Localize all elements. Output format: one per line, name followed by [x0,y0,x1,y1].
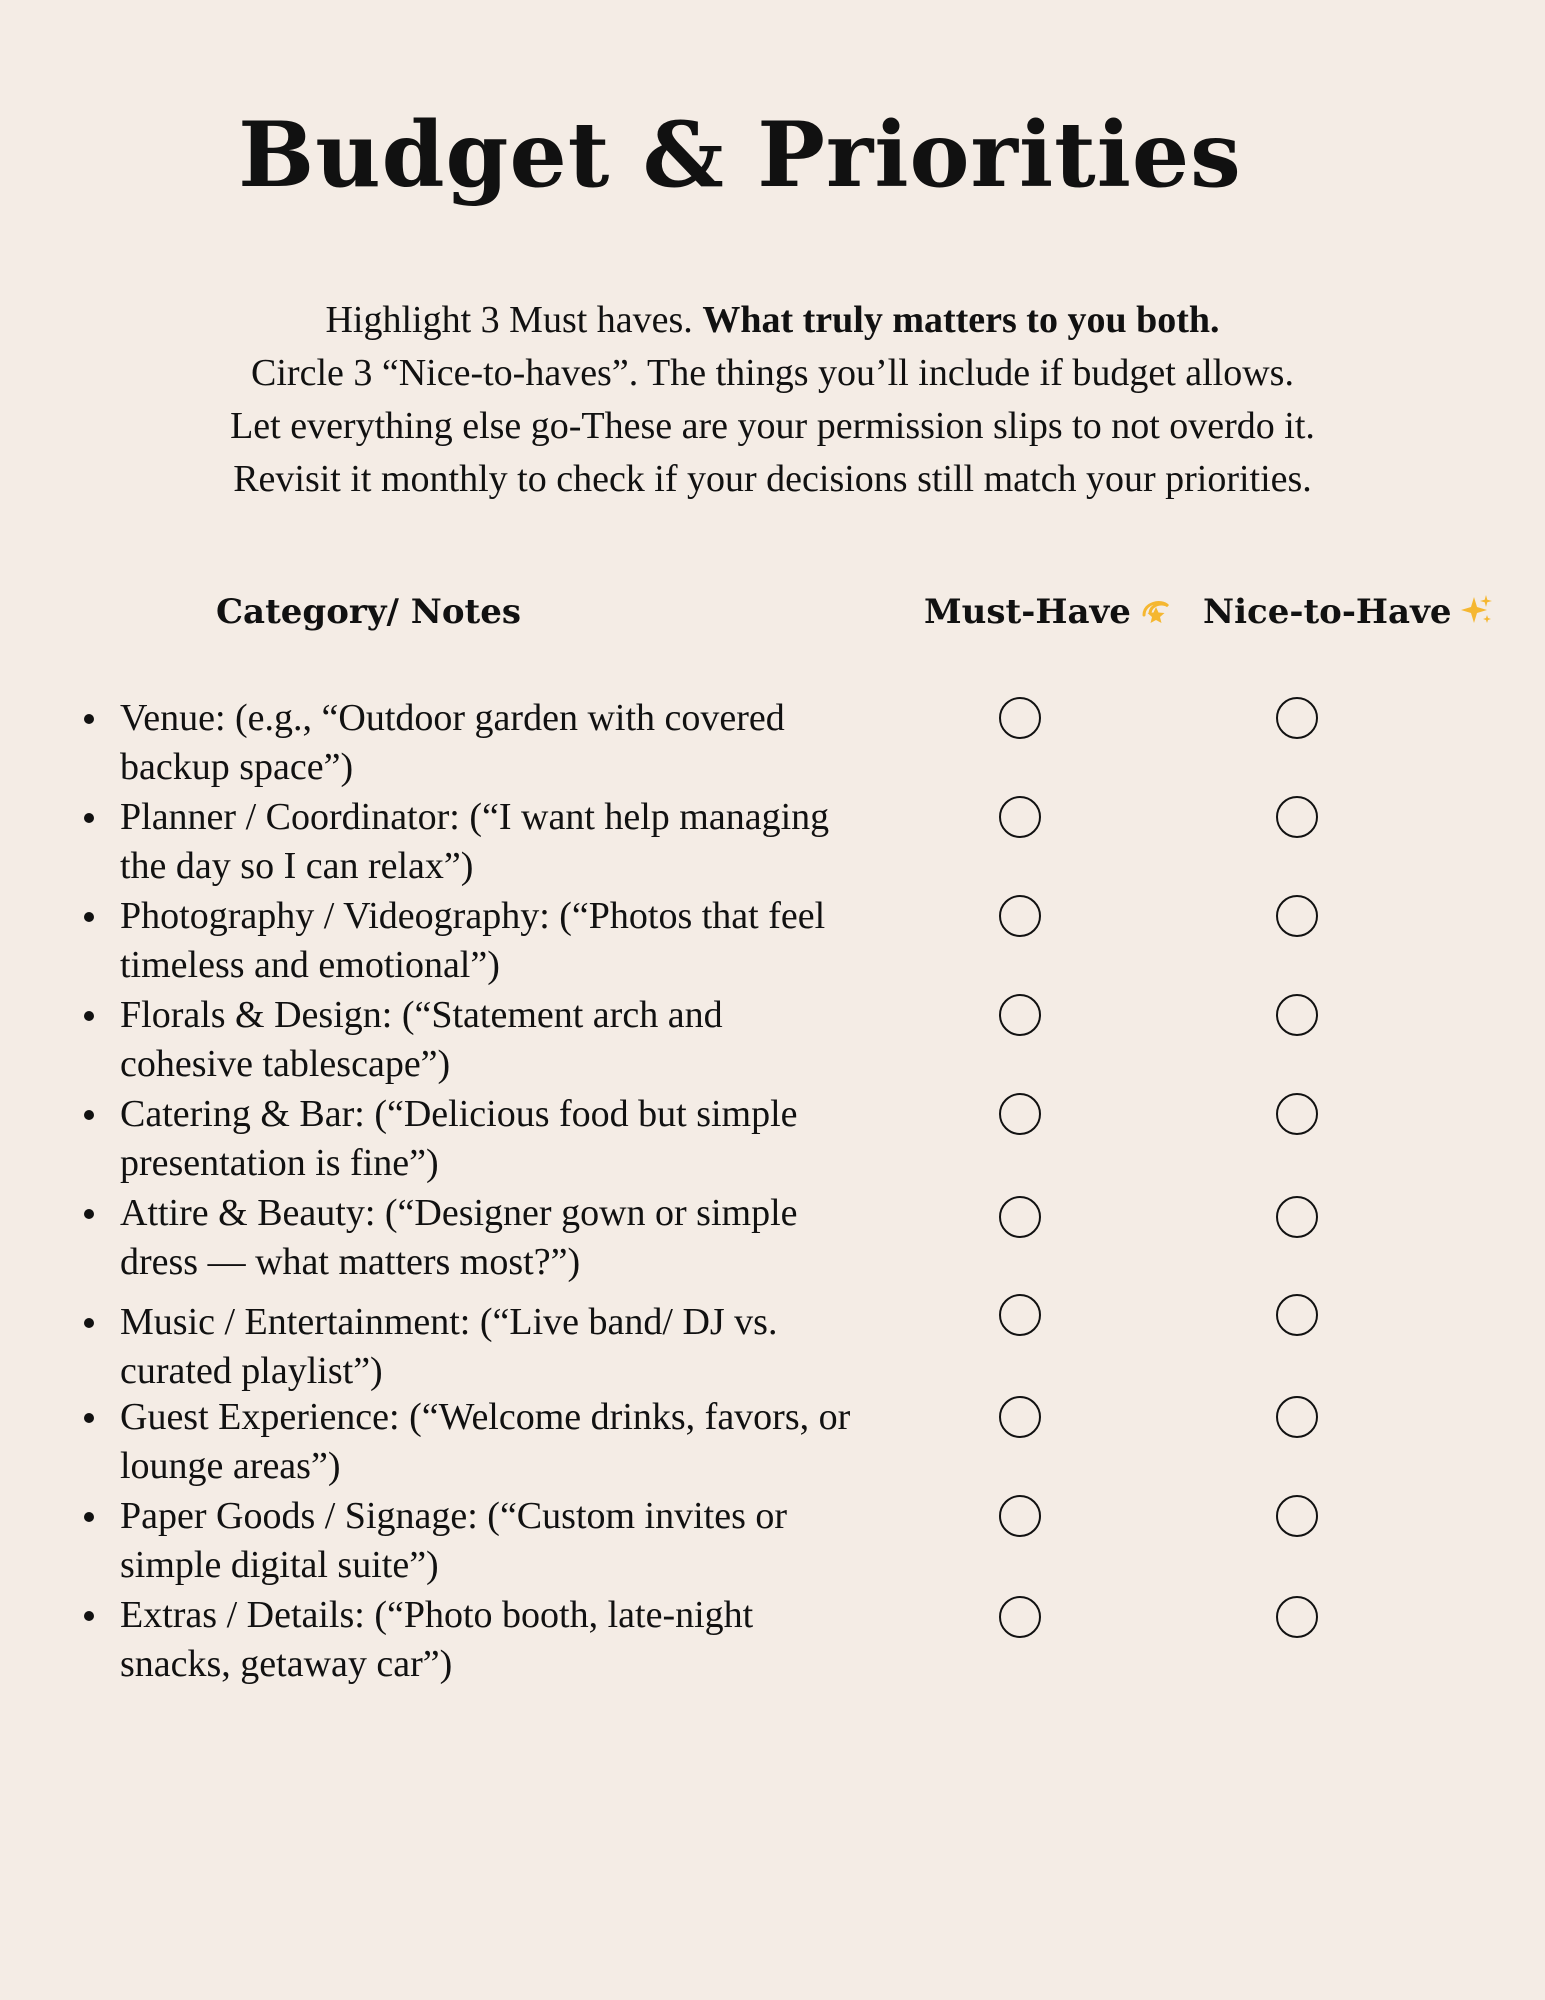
column-header-must-have-label: Must-Have [924,592,1131,632]
nice-to-have-circle[interactable] [1276,1196,1318,1238]
bullet-icon [84,714,94,724]
must-have-circle[interactable] [999,796,1041,838]
list-item [0,1591,1545,1690]
list-item-line-1: Extras / Details: (“Photo booth, late-night [120,1594,754,1636]
nice-to-have-circle[interactable] [1276,697,1318,739]
nice-to-have-circle[interactable] [1276,1396,1318,1438]
must-have-circle[interactable] [999,1196,1041,1238]
must-have-circle[interactable] [999,1093,1041,1135]
nice-to-have-circle[interactable] [1276,796,1318,838]
must-have-circle[interactable] [999,1495,1041,1537]
list-item-text [120,892,910,990]
instruction-line-3: Let everything else go-These are your permission slips to not overdo it. [230,405,1315,447]
list-item-line-2: lounge areas”) [120,1445,341,1487]
nice-to-have-circle[interactable] [1276,1495,1318,1537]
nice-to-have-circle[interactable] [1276,1294,1318,1336]
bullet-icon [84,1413,94,1423]
instruction-line-2: Circle 3 “Nice-to-haves”. The things you’ll include if budget allows. [251,352,1294,394]
column-header-nice-to-have-label: Nice-to-Have [1203,592,1452,632]
list-item [0,793,1545,892]
list-item-line-1: Guest Experience: (“Welcome drinks, favors, or [120,1396,851,1438]
list-item [0,1090,1545,1189]
bullet-icon [84,1011,94,1021]
bullet-icon [84,1110,94,1120]
list-item [0,991,1545,1090]
list-item-line-1: Venue: (e.g., “Outdoor garden with covered [120,697,785,739]
list-item-line-1: Catering & Bar: (“Delicious food but simple [120,1093,798,1135]
list-item-line-2: snacks, getaway car”) [120,1643,453,1685]
instruction-line-4: Revisit it monthly to check if your decisions still match your priorities. [233,458,1312,500]
list-item [0,892,1545,991]
list-item-line-1: Paper Goods / Signage: (“Custom invites or [120,1495,788,1537]
list-item [0,694,1545,793]
list-item-line-1: Music / Entertainment: (“Live band/ DJ vs. [120,1301,778,1343]
bullet-icon [84,912,94,922]
must-have-circle[interactable] [999,1596,1041,1638]
bullet-icon [84,1209,94,1219]
bullet-icon [84,1318,94,1328]
list-item-text [120,694,910,792]
list-item-text [120,1591,910,1689]
nice-to-have-circle[interactable] [1276,994,1318,1036]
list-item-text [120,1090,910,1188]
list-item-line-2: simple digital suite”) [120,1544,439,1586]
column-header-category: Category/ Notes [216,592,522,632]
list-item-line-2: cohesive tablescape”) [120,1043,451,1085]
list-item-line-1: Attire & Beauty: (“Designer gown or simple [120,1192,798,1234]
nice-to-have-circle[interactable] [1276,1596,1318,1638]
list-item-text [120,1298,910,1396]
list-item [0,1393,1545,1492]
must-have-circle[interactable] [999,1294,1041,1336]
list-item [0,1492,1545,1591]
list-item-line-2: dress — what matters most?”) [120,1241,581,1283]
instruction-line-1-plain: Highlight 3 Must haves. [325,299,703,341]
list-item-text [120,1393,910,1491]
list-item-line-1: Planner / Coordinator: (“I want help managing [120,796,830,838]
list-item-text [120,793,910,891]
nice-to-have-circle[interactable] [1276,895,1318,937]
nice-to-have-circle[interactable] [1276,1093,1318,1135]
list-item-text [120,991,910,1089]
list-item-line-2: presentation is fine”) [120,1142,439,1184]
page-title: Budget & Priorities [238,102,1242,208]
bullet-icon [84,1611,94,1621]
list-item-line-1: Photography / Videography: (“Photos that feel [120,895,826,937]
list-item-line-2: curated playlist”) [120,1350,383,1392]
list-item-text [120,1492,910,1590]
must-have-circle[interactable] [999,895,1041,937]
list-item-text [120,1189,910,1287]
list-item-line-2: backup space”) [120,746,354,788]
bullet-icon [84,1512,94,1522]
bullet-icon [84,813,94,823]
must-have-circle[interactable] [999,697,1041,739]
must-have-circle[interactable] [999,994,1041,1036]
list-item-line-2: the day so I can relax”) [120,845,474,887]
instruction-line-1-bold: What truly matters to you both. [702,299,1220,341]
list-item [0,1189,1545,1288]
list-item-line-1: Florals & Design: (“Statement arch and [120,994,723,1036]
list-item [0,1298,1545,1397]
must-have-circle[interactable] [999,1396,1041,1438]
list-item-line-2: timeless and emotional”) [120,944,500,986]
